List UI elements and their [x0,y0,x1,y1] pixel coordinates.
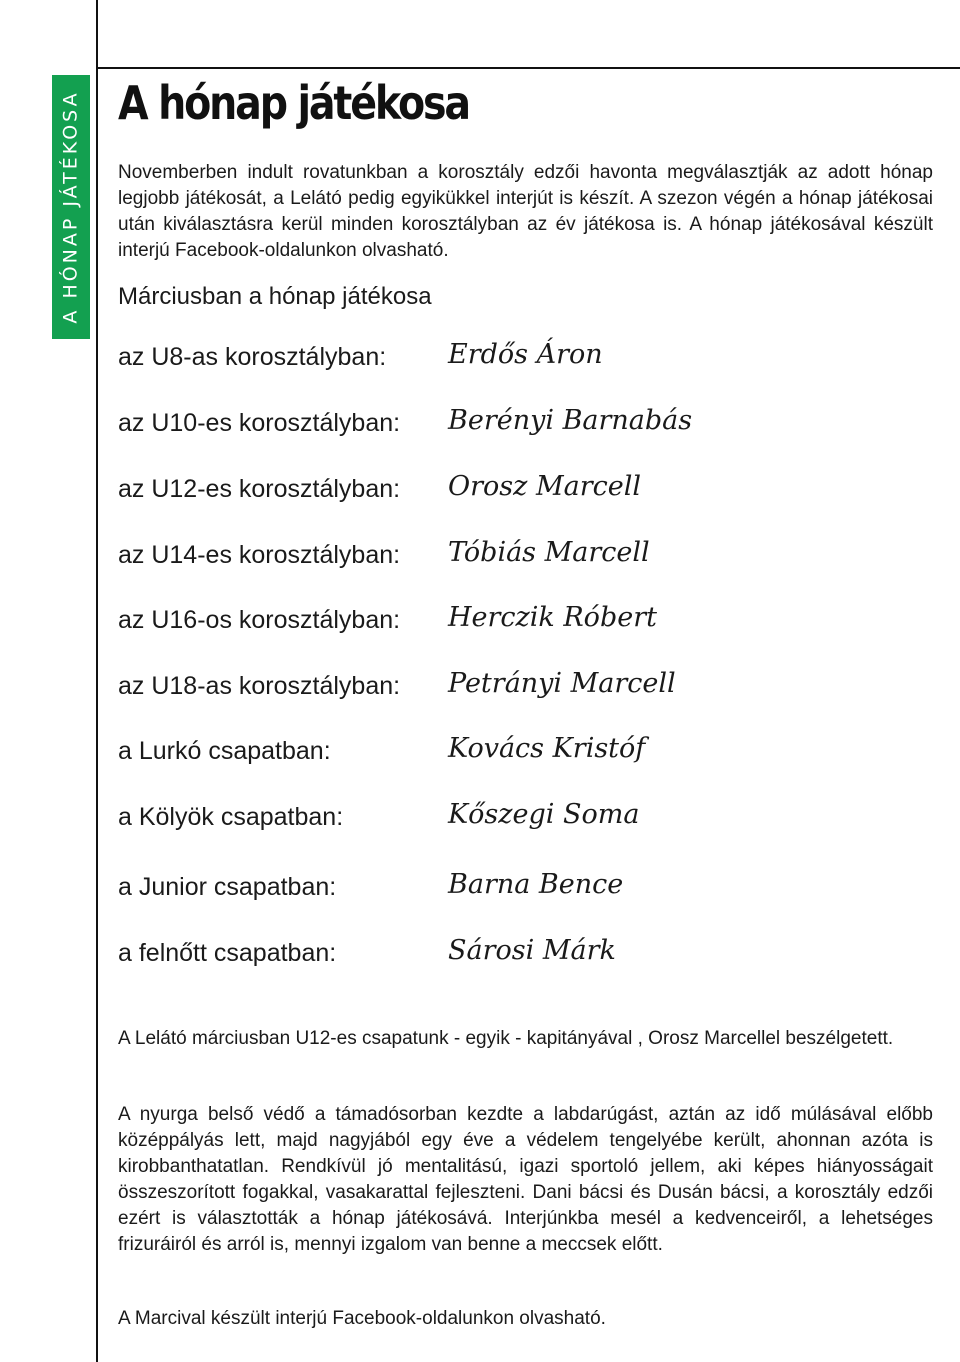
player-profile-paragraph: A nyurga belső védő a támadósorban kezdte a labdarúgást, aztán az idő múlásával előbb középpályás lett, majd nagyjából egy éve a védelem tengelyébe került, ahonnan azóta is kirobbanthatatlan. Rendkívül jó mentalitású, igazi sportoló jellem, aki képes hiányosságait összeszorított fogakkal, vasakarattal fejleszteni. Dani bácsi és Dusán bácsi, a korosztály edzői ezért is választották a hónap játékosává. Interjúnkba mesél a kedvenceiről, a lehetséges frizuráiról és arról is, mennyi izgalom van benne a meccsek előtt. [118,1104,933,1255]
award-player: Barna Bence [448,869,624,900]
award-player: Berényi Barnabás [448,405,693,436]
award-player: Erdős Áron [448,339,603,370]
award-row-junior [118,869,948,913]
award-category: az U16-os korosztályban: [118,606,401,634]
section-side-tab [52,75,90,339]
award-row-lurko [118,733,948,777]
award-row-u14 [118,537,948,581]
award-player: Tóbiás Marcell [448,537,650,568]
award-row-kolyok [118,799,948,843]
award-player: Herczik Róbert [448,602,657,633]
vertical-rule [96,0,98,1362]
closing-paragraph: A Marcival készült interjú Facebook-oldalunkon olvasható. [118,1308,606,1329]
award-player: Kőszegi Soma [448,799,640,830]
award-player: Sárosi Márk [448,935,616,966]
award-row-u10 [118,405,948,449]
award-category: az U8-as korosztályban: [118,343,387,371]
intro-paragraph: Novemberben indult rovatunkban a korosztály edzői havonta megválasztják az adott hónap legjobb játékosát, a Lelátó pedig egyikükkel interjút is készít. A szezon végén a hónap játékosai után kiválasztásra kerül minden korosztályban az év játékosa is. A hónap játékosával készült interjú Facebook-oldalunkon olvasható. [118,162,933,261]
award-category: az U12-es korosztályban: [118,475,401,503]
award-row-u18 [118,668,948,712]
award-category: a Kölyök csapatban: [118,803,344,831]
header-rule [96,67,960,69]
award-category: az U14-es korosztályban: [118,541,401,569]
award-category: az U18-as korosztályban: [118,672,401,700]
award-row-u8 [118,339,948,383]
award-player: Orosz Marcell [448,471,641,502]
section-side-tab-label: A HÓNAP JÁTÉKOSA [60,90,82,324]
march-heading: Márciusban a hónap játékosa [118,283,432,310]
page-title: A hónap játékosa [118,76,469,130]
award-player: Kovács Kristóf [448,733,646,764]
award-row-u12 [118,471,948,515]
award-player: Petrányi Marcell [448,668,676,699]
award-row-u16 [118,602,948,646]
award-category: a felnőtt csapatban: [118,939,337,967]
award-row-felnott [118,935,948,979]
award-category: az U10-es korosztályban: [118,409,401,437]
award-category: a Lurkó csapatban: [118,737,331,765]
award-category: a Junior csapatban: [118,873,337,901]
lelato-paragraph: A Lelátó márciusban U12-es csapatunk - egyik - kapitányával , Orosz Marcellel beszélgetett. [118,1028,894,1049]
